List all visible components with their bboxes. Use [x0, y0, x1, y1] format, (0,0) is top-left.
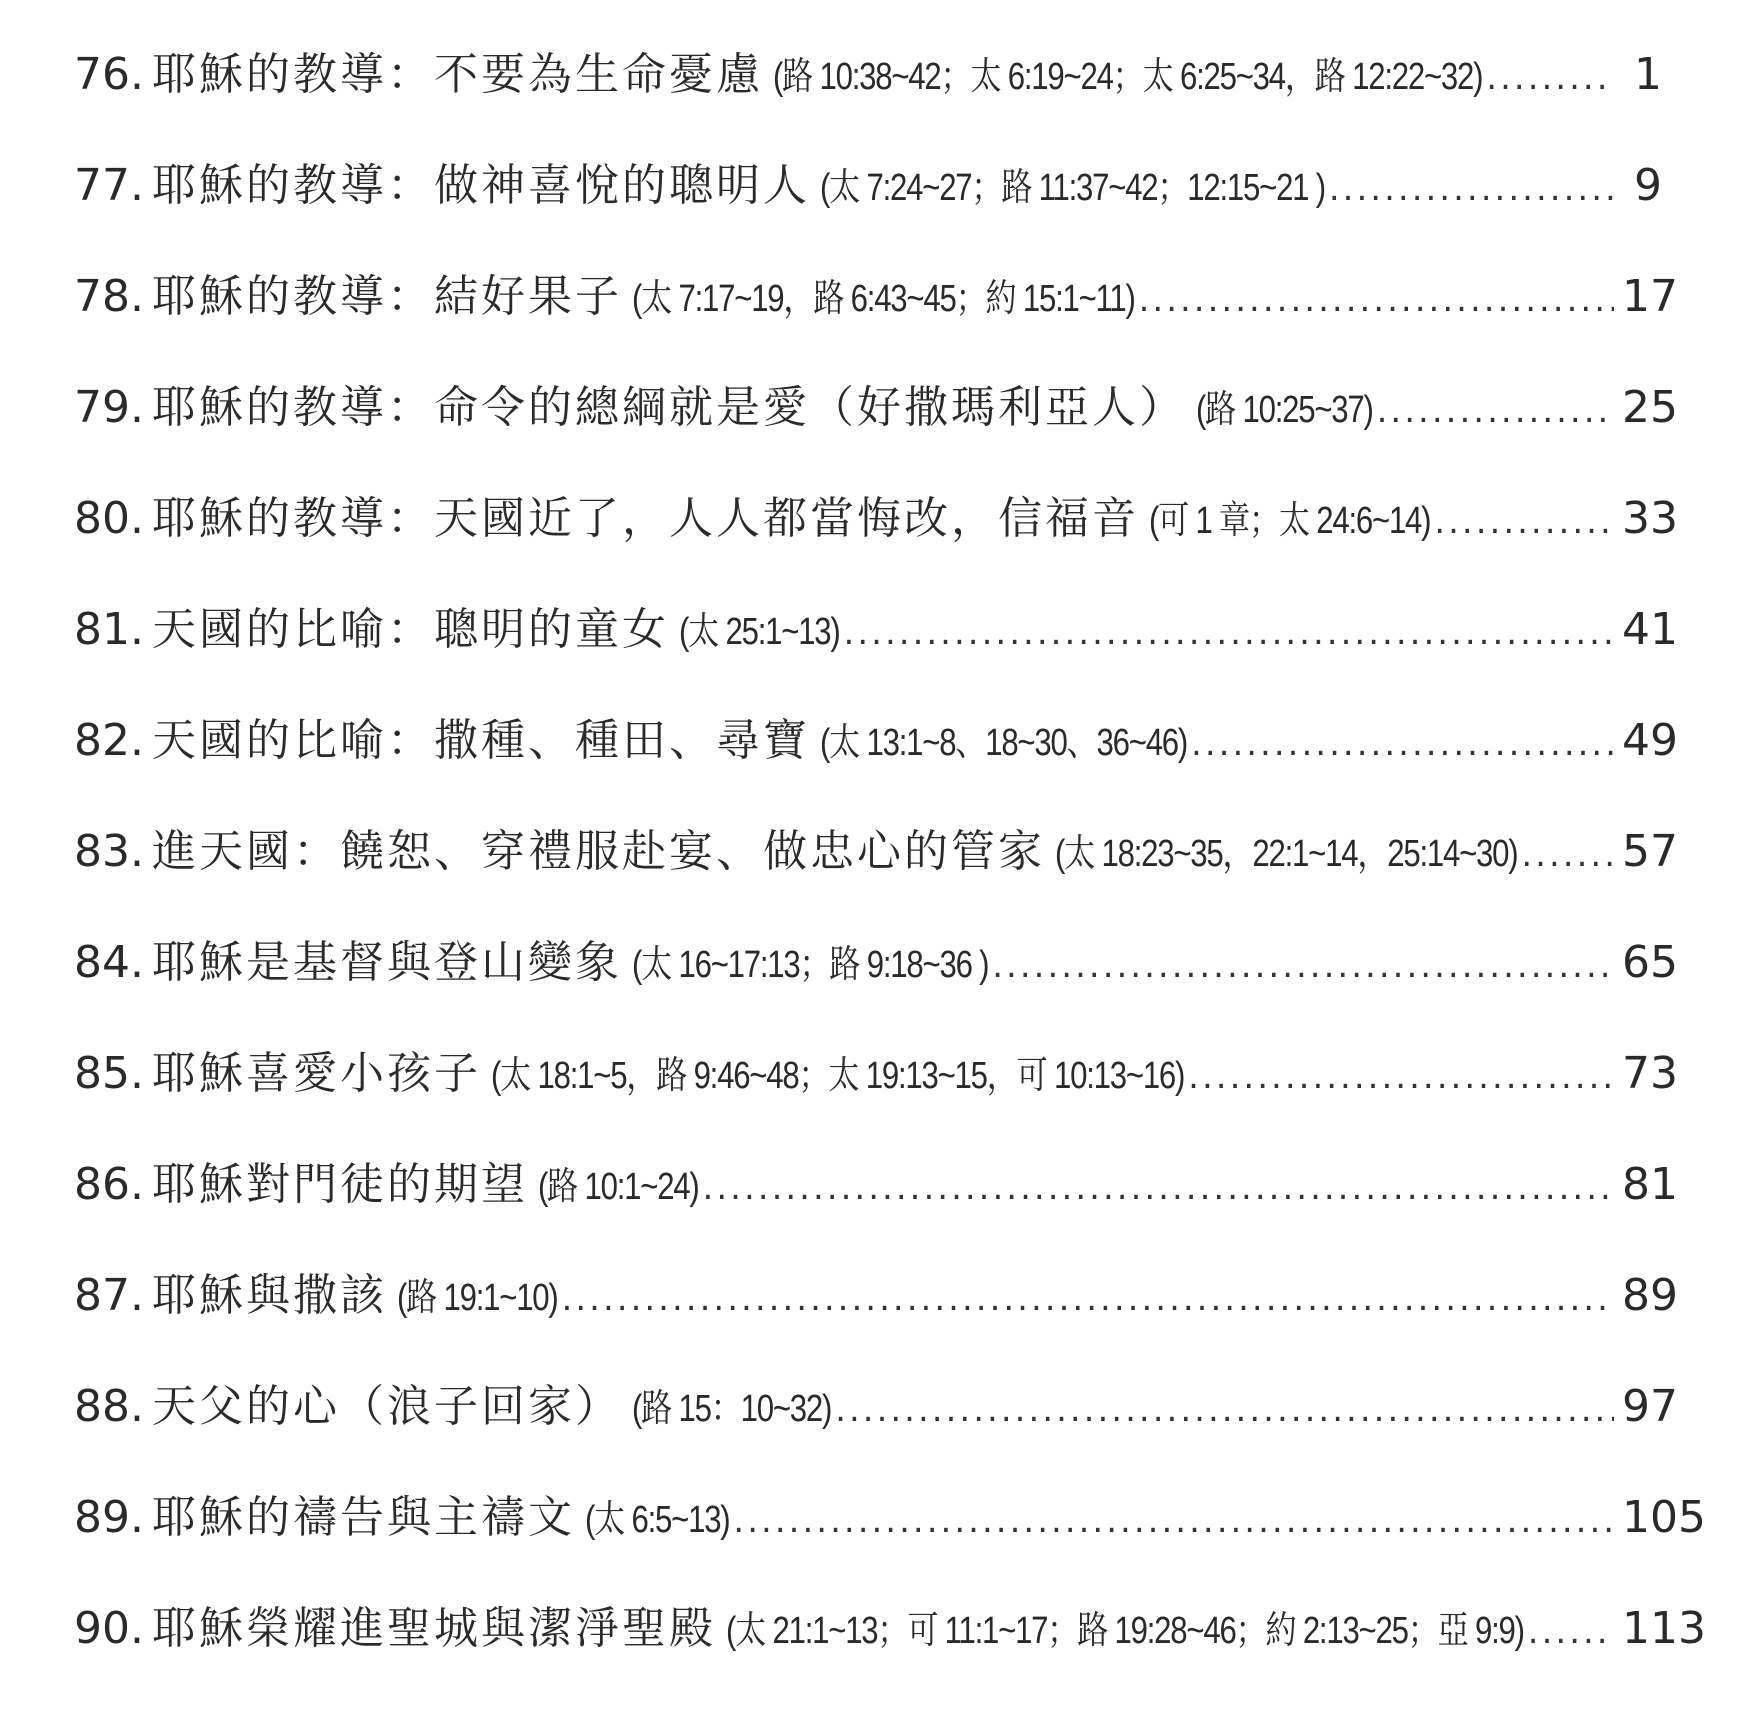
dot-leader: [1521, 835, 1614, 875]
entry-title: 進天國：饒恕、穿禮服赴宴、做忠心的管家: [151, 826, 1045, 877]
toc-entry[interactable]: [74, 815, 1678, 926]
entry-title: 天國的比喻：聰明的童女: [151, 604, 669, 655]
entry-scripture-reference: (太 7:24~27；路 11:37~42；12:15~21 ): [819, 167, 1325, 209]
entry-title: 耶穌的教導：做神喜悅的聰明人: [151, 160, 810, 211]
entry-title: 耶穌的教導：不要為生命憂慮: [151, 49, 763, 100]
entry-number: 85.: [74, 1048, 144, 1099]
entry-number: 76.: [74, 49, 144, 100]
toc-entry[interactable]: [74, 1592, 1706, 1703]
toc-entry[interactable]: [74, 482, 1678, 593]
entry-page-number: 81: [1622, 1159, 1678, 1210]
entry-title: 耶穌喜愛小孩子: [151, 1048, 481, 1099]
toc-entry[interactable]: [74, 38, 1662, 149]
entry-scripture-reference: (可 1 章；太 24:6~14): [1148, 500, 1431, 542]
entry-scripture-reference: (太 25:1~13): [678, 611, 840, 653]
dot-leader: [844, 613, 1614, 653]
entry-scripture-reference: (路 10:1~24): [537, 1166, 699, 1208]
dot-leader: [1486, 58, 1614, 98]
entry-number: 77.: [74, 160, 144, 211]
entry-scripture-reference: (太 18:23~35，22:1~14，25:14~30): [1054, 833, 1518, 875]
toc-entry[interactable]: [74, 1481, 1706, 1592]
entry-number: 78.: [74, 271, 144, 322]
entry-title: 天國的比喻：撒種、種田、尋寶: [151, 715, 810, 766]
toc-entry[interactable]: [74, 260, 1678, 371]
entry-title: 耶穌是基督與登山變象: [151, 937, 622, 988]
entry-page-number: 33: [1622, 493, 1678, 544]
entry-page-number: 89: [1622, 1270, 1678, 1321]
toc-entry[interactable]: [74, 593, 1678, 704]
dot-leader: [703, 1168, 1614, 1208]
dot-leader: [1188, 1057, 1614, 1097]
entry-number: 79.: [74, 382, 144, 433]
entry-title: 天父的心（浪子回家）: [151, 1381, 622, 1432]
toc-entry[interactable]: [74, 926, 1678, 1037]
entry-scripture-reference: (路 10:25~37): [1195, 389, 1373, 431]
entry-title: 耶穌與撒該: [151, 1270, 387, 1321]
entry-scripture-reference: (太 13:1~8、18~30、36~46): [819, 722, 1188, 764]
entry-page-number: 25: [1622, 382, 1678, 433]
entry-scripture-reference: (太 16~17:13；路 9:18~36 ): [631, 944, 989, 986]
toc-entry[interactable]: [74, 1148, 1678, 1259]
entry-scripture-reference: (路 10:38~42；太 6:19~24；太 6:25~34，路 12:22~32): [772, 56, 1483, 98]
entry-title: 耶穌的教導：結好果子: [151, 271, 622, 322]
entry-number: 81.: [74, 604, 144, 655]
entry-page-number: 17: [1622, 271, 1678, 322]
toc-entry[interactable]: [74, 704, 1678, 815]
table-of-contents: [74, 38, 1706, 1703]
entry-page-number: 41: [1622, 604, 1678, 655]
entry-scripture-reference: (太 6:5~13): [584, 1499, 730, 1541]
entry-scripture-reference: (太 7:17~19，路 6:43~45；約 15:1~11): [631, 278, 1135, 320]
entry-title: 耶穌的禱告與主禱文: [151, 1492, 575, 1543]
toc-entry[interactable]: [74, 1370, 1678, 1481]
entry-page-number: 113: [1622, 1603, 1706, 1654]
toc-entry[interactable]: [74, 1037, 1678, 1148]
entry-number: 89.: [74, 1492, 144, 1543]
entry-scripture-reference: (路 19:1~10): [396, 1277, 558, 1319]
toc-entry[interactable]: [74, 149, 1662, 260]
entry-page-number: 97: [1622, 1381, 1678, 1432]
dot-leader: [733, 1501, 1614, 1541]
dot-leader: [1139, 280, 1614, 320]
entry-title: 耶穌的教導：命令的總綱就是愛（好撒瑪利亞人）: [151, 382, 1186, 433]
entry-scripture-reference: (路 15：10~32): [631, 1388, 832, 1430]
toc-entry[interactable]: [74, 371, 1678, 482]
dot-leader: [992, 946, 1614, 986]
entry-number: 83.: [74, 826, 144, 877]
entry-page-number: 1: [1634, 49, 1662, 100]
entry-number: 90.: [74, 1603, 144, 1654]
entry-page-number: 65: [1622, 937, 1678, 988]
entry-page-number: 9: [1634, 160, 1662, 211]
entry-page-number: 73: [1622, 1048, 1678, 1099]
entry-title: 耶穌榮耀進聖城與潔淨聖殿: [151, 1603, 716, 1654]
dot-leader: [1434, 502, 1614, 542]
entry-number: 88.: [74, 1381, 144, 1432]
entry-title: 耶穌對門徒的期望: [151, 1159, 528, 1210]
entry-number: 80.: [74, 493, 144, 544]
dot-leader: [1528, 1612, 1614, 1652]
entry-scripture-reference: (太 21:1~13；可 11:1~17；路 19:28~46；約 2:13~25；亞 9:9): [725, 1610, 1524, 1652]
dot-leader: [835, 1390, 1614, 1430]
dot-leader: [1329, 169, 1614, 209]
entry-page-number: 57: [1622, 826, 1678, 877]
dot-leader: [1191, 724, 1614, 764]
entry-scripture-reference: (太 18:1~5，路 9:46~48；太 19:13~15，可 10:13~16): [490, 1055, 1185, 1097]
entry-page-number: 105: [1622, 1492, 1706, 1543]
entry-number: 87.: [74, 1270, 144, 1321]
entry-number: 84.: [74, 937, 144, 988]
entry-number: 86.: [74, 1159, 144, 1210]
toc-entry[interactable]: [74, 1259, 1678, 1370]
entry-number: 82.: [74, 715, 144, 766]
dot-leader: [1377, 391, 1614, 431]
entry-page-number: 49: [1622, 715, 1678, 766]
dot-leader: [562, 1279, 1614, 1319]
entry-title: 耶穌的教導：天國近了，人人都當悔改，信福音: [151, 493, 1139, 544]
